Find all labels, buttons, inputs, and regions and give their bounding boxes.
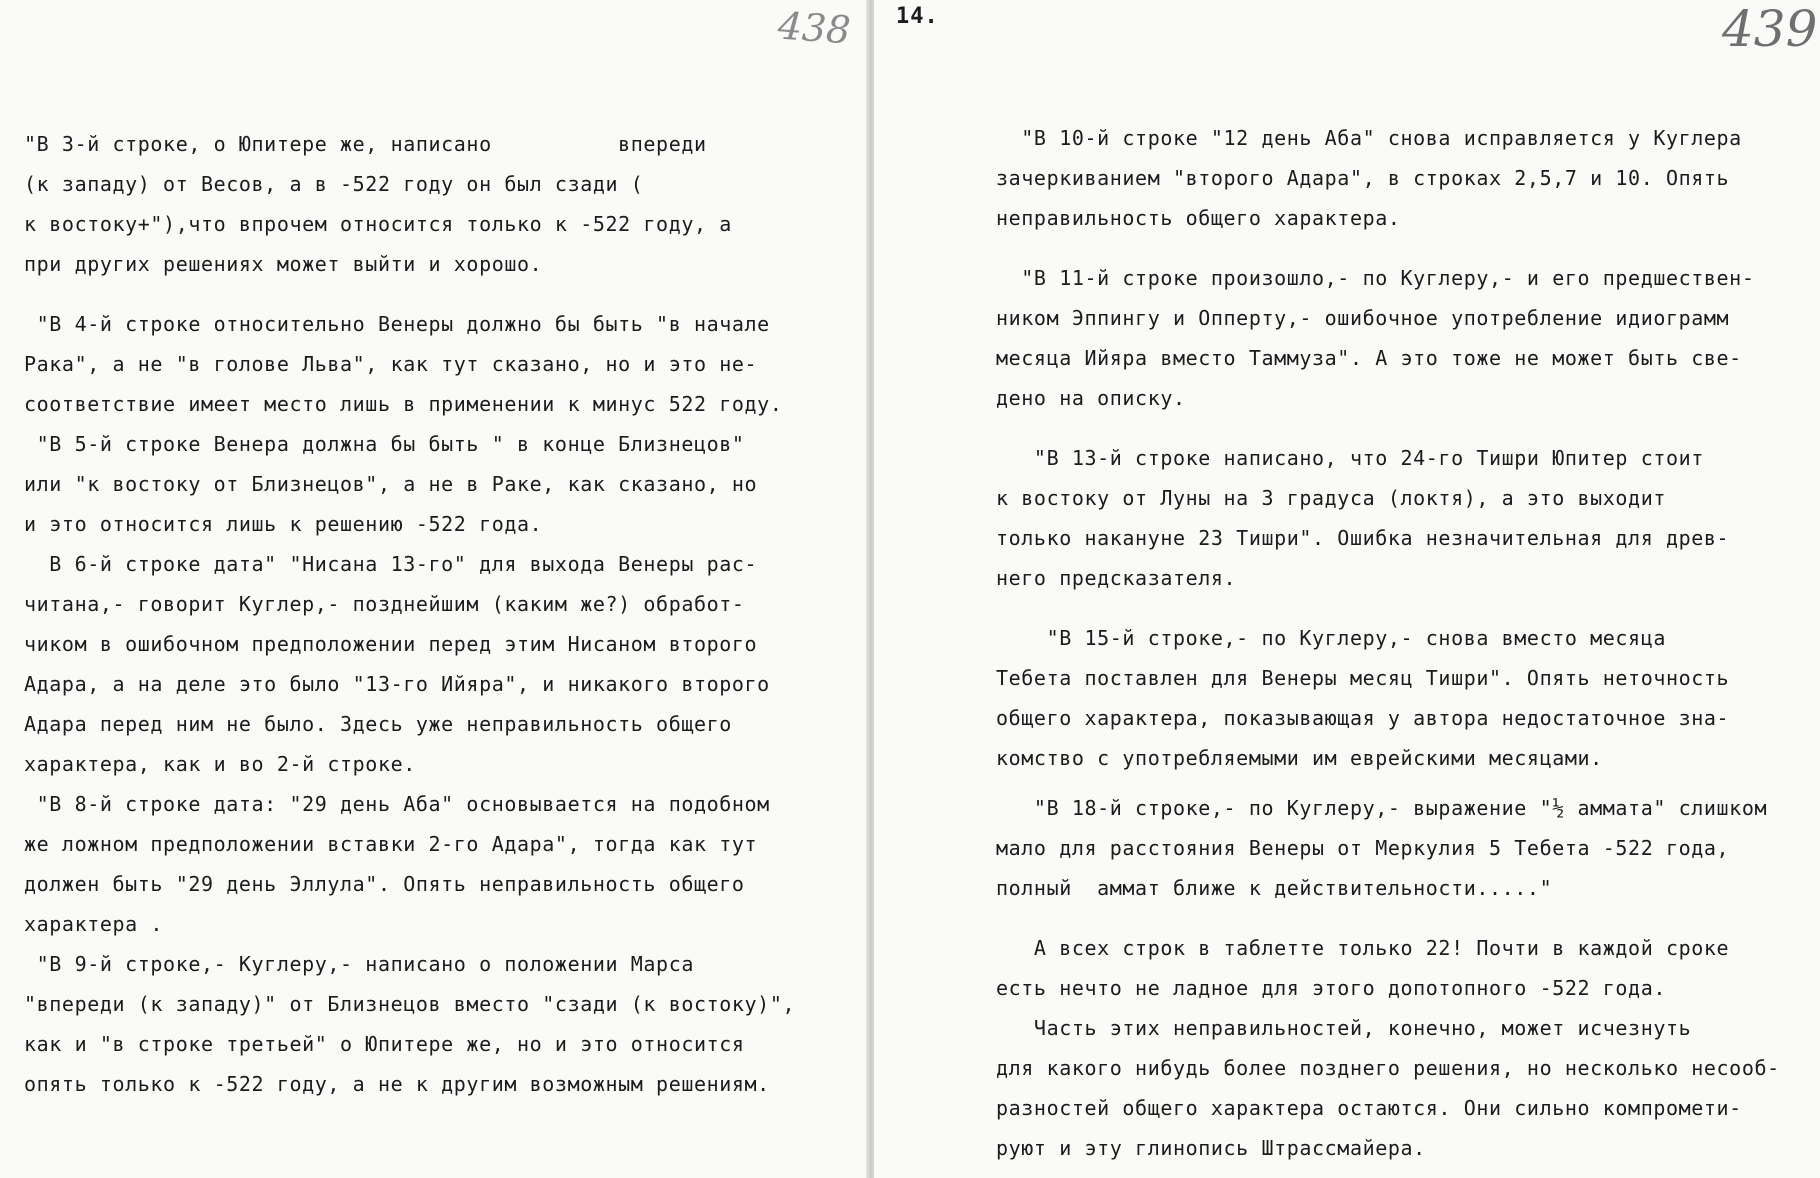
text-line: только накануне 23 Тишри". Ошибка незначительная для древ- — [996, 526, 1730, 550]
paragraph-gap — [24, 284, 854, 304]
text-line: есть нечто не ладное для этого допотопного -522 года. — [996, 976, 1666, 1000]
text-line: "В 8-й строке дата: "29 день Аба" основывается на подобном — [24, 792, 770, 816]
text-line: чиком в ошибочном предположении перед этим Нисаном второго — [24, 632, 758, 656]
text-line: опять только к -522 году, а не к другим возможным решениям. — [24, 1072, 770, 1096]
text-line: или "к востоку от Близнецов", а не в Раке, как сказано, но — [24, 472, 758, 496]
text-line: к востоку+"),что впрочем относится только к -522 году, а — [24, 212, 732, 236]
text-line: "впереди (к западу)" от Близнецов вместо "сзади (к востоку)", — [24, 992, 796, 1016]
left-column — [24, 124, 854, 1104]
paragraph — [24, 124, 854, 284]
text-line: месяца Ийяра вместо Таммуза". А это тоже не может быть све- — [996, 346, 1742, 370]
text-line: ником Эппингу и Опперту,- ошибочное употребление идиограмм — [996, 306, 1730, 330]
text-line: читана,- говорит Куглер,- позднейшим (каким же?) обработ- — [24, 592, 745, 616]
paragraph-gap — [996, 778, 1808, 788]
paragraph-gap — [996, 418, 1808, 438]
text-line: руют и эту глинопись Штрассмайера. — [996, 1136, 1426, 1160]
text-line: "В 3-й строке, о Юпитере же, написано впереди — [24, 132, 707, 156]
text-line: неправильность общего характера. — [996, 206, 1401, 230]
paragraph-gap — [996, 598, 1808, 618]
text-line: "В 18-й строке,- по Куглеру,- выражение "½ аммата" слишком — [996, 796, 1768, 820]
text-line: "В 5-й строке Венера должна бы быть " в конце Близнецов" — [24, 432, 745, 456]
text-line: Рака", а не "в голове Льва", как тут сказано, но и это не- — [24, 352, 758, 376]
paragraph — [24, 544, 854, 784]
text-line: как и "в строке третьей" о Юпитере же, но и это относится — [24, 1032, 745, 1056]
text-line: же ложном предположении вставки 2-го Адара", тогда как тут — [24, 832, 758, 856]
paragraph — [24, 304, 854, 424]
text-line: соответствие имеет место лишь в применении к минус 522 году. — [24, 392, 783, 416]
text-line: "В 10-й строке "12 день Аба" снова исправляется у Куглера — [996, 126, 1742, 150]
text-line: характера, как и во 2-й строке. — [24, 752, 416, 776]
text-line: Часть этих неправильностей, конечно, может исчезнуть — [996, 1016, 1692, 1040]
text-line: "В 13-й строке написано, что 24-го Тишри Юпитер стоит — [996, 446, 1704, 470]
pencil-folio-right: 439 — [1722, 0, 1818, 58]
text-line: характера . — [24, 912, 164, 936]
text-line: него предсказателя. — [996, 566, 1237, 590]
text-line: к востоку от Луны на 3 градуса (локтя), а это выходит — [996, 486, 1666, 510]
text-line: зачеркиванием "второго Адара", в строках 2,5,7 и 10. Опять — [996, 166, 1730, 190]
paragraph-gap — [996, 908, 1808, 928]
paragraph-gap — [996, 238, 1808, 258]
text-line: Тебета поставлен для Венеры месяц Тишри". Опять неточность — [996, 666, 1730, 690]
page-number: 14. — [896, 4, 939, 29]
paragraph — [24, 424, 854, 544]
paragraph — [996, 928, 1808, 1168]
paragraph — [24, 784, 854, 944]
paragraph — [996, 788, 1808, 908]
text-line: "В 11-й строке произошло,- по Куглеру,- и его предшествен- — [996, 266, 1755, 290]
text-line: "В 4-й строке относительно Венеры должно бы быть "в начале — [24, 312, 770, 336]
right-column — [996, 118, 1808, 1168]
text-line: полный аммат ближе к действительности....." — [996, 876, 1553, 900]
text-line: общего характера, показывающая у автора недостаточное зна- — [996, 706, 1730, 730]
text-line: А всех строк в таблетте только 22! Почти в каждой сроке — [996, 936, 1730, 960]
paragraph — [996, 258, 1808, 418]
text-line: при других решениях может выйти и хорошо. — [24, 252, 543, 276]
paragraph — [996, 618, 1808, 778]
text-line: дено на описку. — [996, 386, 1186, 410]
text-line: для какого нибудь более позднего решения, но несколько несооб- — [996, 1056, 1780, 1080]
pencil-folio-left: 438 — [776, 3, 852, 53]
text-line: (к западу) от Весов, а в -522 году он был сзади ( — [24, 172, 644, 196]
paragraph — [996, 118, 1808, 238]
text-line: должен быть "29 день Эллула". Опять неправильность общего — [24, 872, 745, 896]
text-line: "В 15-й строке,- по Куглеру,- снова вместо месяца — [996, 626, 1666, 650]
paragraph — [24, 944, 854, 1104]
text-line: В 6-й строке дата" "Нисана 13-го" для выхода Венеры рас- — [24, 552, 758, 576]
text-line: Адара, а на деле это было "13-го Ийяра", и никакого второго — [24, 672, 770, 696]
text-line: "В 9-й строке,- Куглеру,- написано о положении Марса — [24, 952, 694, 976]
text-line: мало для расстояния Венеры от Меркулия 5 Тебета -522 года, — [996, 836, 1730, 860]
text-line: комство с употребляемыми им еврейскими месяцами. — [996, 746, 1603, 770]
text-line: Адара перед ним не было. Здесь уже неправильность общего — [24, 712, 732, 736]
text-line: и это относится лишь к решению -522 года. — [24, 512, 543, 536]
text-line: разностей общего характера остаются. Они сильно компромети- — [996, 1096, 1742, 1120]
paragraph — [996, 438, 1808, 598]
